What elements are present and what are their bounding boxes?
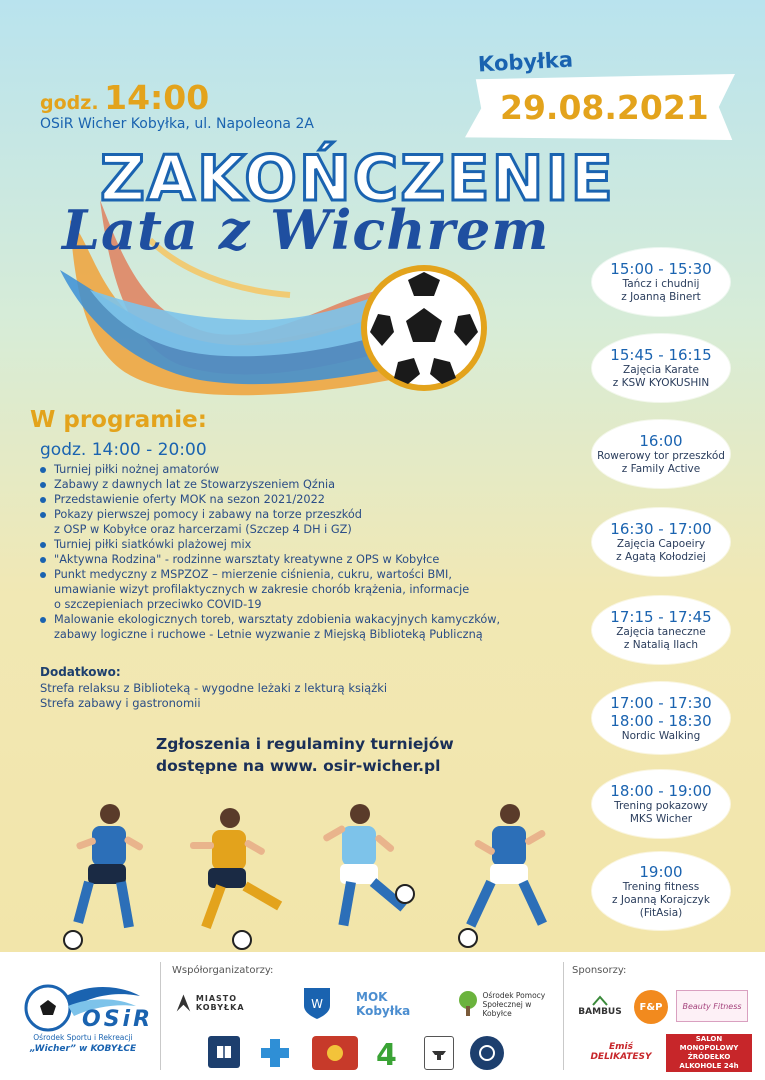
number-four-icon (374, 1037, 402, 1069)
soccer-ball-icon (358, 262, 490, 394)
slot-time: 15:00 - 15:30 (610, 260, 712, 278)
sponsors-label: Sponsorzy: (572, 965, 627, 976)
extra-item: Strefa relaksu z Biblioteką - wygodne leżaki z lekturą książki (40, 681, 388, 695)
scout-logo (372, 1036, 404, 1070)
logo-text: F&P (639, 1001, 663, 1013)
programme-item: Pokazy pierwszej pomocy i zabawy na torze przeszkód z OSP w Kobyłce oraz harcerzami (Szczep 4 DH i GZ) (40, 507, 585, 537)
miasto-kobylka-logo (175, 988, 275, 1018)
tree-icon (456, 990, 480, 1018)
programme-item: Przedstawienie oferty MOK na sezon 2021/2022 (40, 492, 585, 507)
time-prefix: godz. (40, 92, 99, 114)
programme-item: Malowanie ekologicznych toreb, warsztaty zdobienia wakacyjnych kamyczków, zabawy logiczne i ruchowe - Letnie wyzwanie z Miejską Biblioteką Publiczną (40, 612, 585, 642)
svg-text:4: 4 (376, 1038, 397, 1069)
slot-desc: z KSW KYOKUSHIN (612, 377, 710, 389)
slot-time: 17:00 - 17:30 18:00 - 18:30 (610, 693, 712, 730)
osp-logo (312, 1036, 358, 1070)
slot-desc: Zajęcia Capoeiry (616, 538, 706, 550)
fp-logo (634, 990, 668, 1024)
slot-desc: Rowerowy tor przeszkód (597, 450, 725, 462)
slot-time: 17:15 - 17:45 (610, 608, 712, 626)
registration-info (156, 733, 476, 777)
wicher-shield-icon (302, 986, 332, 1020)
schedule-slot (592, 852, 730, 930)
programme-item: Turniej piłki siatkówki plażowej mix (40, 537, 585, 552)
slot-desc: z Family Active (621, 463, 701, 475)
slot-desc: z Natalią Ilach (623, 639, 699, 651)
logo-text: Beauty Fitness (682, 1001, 742, 1011)
programme-item: Punkt medyczny z MSPZOZ – mierzenie ciśnienia, cukru, wartości BMI, umawianie wizyt profilaktycznych w zakresie chorób krążenia, informacje o szczepieniach przeciwko COVID-19 (40, 567, 585, 612)
football-players-illustration (40, 800, 570, 950)
slot-desc: z Agatą Kołodziej (616, 551, 706, 563)
logo-text: MOK Kobyłka (356, 990, 411, 1018)
family-active-logo (470, 1036, 504, 1070)
zrodelko-logo (666, 1034, 752, 1072)
osir-place: „Wicher” w KOBYŁCE (29, 1044, 137, 1054)
svg-text:W: W (311, 997, 323, 1011)
slot-desc: Zajęcia Karate (623, 364, 699, 376)
programme-item: Turniej piłki nożnej amatorów (40, 462, 585, 477)
logo-text: MIASTO KOBYŁKA (195, 994, 245, 1012)
logo-text: SALON MONOPOLOWY ŹRÓDEŁKO ALKOHOLE 24h (679, 1035, 739, 1070)
player-figure (64, 804, 144, 949)
osir-name: OSiR (82, 1007, 154, 1032)
schedule-slot (592, 420, 730, 488)
book-icon (215, 1043, 233, 1061)
mks-wicher-logo (300, 986, 334, 1020)
registration-line: Zgłoszenia i regulaminy turniejów (156, 735, 454, 753)
slot-desc: Zajęcia taneczne (616, 626, 706, 638)
city-label: Kobyłka (477, 47, 574, 77)
slot-desc: z Joanną Binert (621, 291, 701, 303)
schedule-slot (592, 334, 730, 402)
coorganizers-label: Współorganizatorzy: (172, 965, 274, 976)
slot-desc: Trening pokazowy (614, 800, 708, 812)
start-time (40, 78, 209, 117)
schedule-slot (592, 682, 730, 754)
slot-desc: z Joanną Korajczyk (612, 893, 710, 906)
registration-url: dostępne na www. osir-wicher.pl (156, 757, 441, 775)
anvil-icon (429, 1043, 449, 1063)
mspzoz-logo (258, 1036, 292, 1070)
logo-text: Ośrodek Pomocy Społecznej w Kobyłce (482, 990, 546, 1018)
extra-heading: Dodatkowo: (40, 665, 121, 679)
emis-logo (580, 1034, 662, 1070)
programme-hours: godz. 14:00 - 20:00 (40, 440, 207, 460)
event-date: 29.08.2021 (500, 88, 709, 127)
venue-address: OSiR Wicher Kobyłka, ul. Napoleona 2A (40, 116, 314, 132)
bamboo-leaf-icon (591, 995, 609, 1007)
beauty-fitness-logo (676, 990, 748, 1022)
programme-item: "Aktywna Rodzina" - rodzinne warsztaty kreatywne z OPS w Kobyłce (40, 552, 585, 567)
fire-brigade-icon (325, 1043, 345, 1063)
time-value: 14:00 (104, 78, 210, 117)
event-subtitle: Lata z Wichrem (62, 198, 550, 262)
programme-list (40, 462, 585, 642)
slot-desc: MKS Wicher (629, 813, 693, 825)
player-figure (322, 804, 414, 926)
programme-item: Zabawy z dawnych lat ze Stowarzyszeniem Qźnia (40, 477, 585, 492)
slot-desc: Tańcz i chudnij (622, 278, 700, 290)
family-icon (477, 1043, 497, 1063)
qznia-logo (424, 1036, 454, 1070)
player-figure (190, 808, 282, 949)
schedule-slot (592, 248, 730, 316)
schedule-slot (592, 508, 730, 576)
logo-text: Emiś DELIKATESY (590, 1042, 652, 1062)
bambus-logo (576, 990, 624, 1022)
slot-desc: (FitAsia) (639, 906, 683, 919)
osir-full-name: Ośrodek Sportu i Rekreacji (33, 1033, 133, 1042)
extra-item: Strefa zabawy i gastronomii (40, 696, 201, 710)
kobylka-emblem-icon (175, 991, 192, 1015)
slot-time: 16:30 - 17:00 (610, 520, 712, 538)
mok-logo (356, 988, 436, 1020)
schedule-slot (592, 770, 730, 838)
biblioteka-logo (208, 1036, 240, 1068)
medical-cross-icon (259, 1037, 291, 1069)
slot-desc: Trening fitness (622, 880, 700, 893)
slot-time: 16:00 (639, 432, 683, 450)
slot-time: 18:00 - 19:00 (610, 782, 712, 800)
schedule-slot (592, 596, 730, 664)
footer-divider (160, 962, 161, 1070)
slot-time: 15:45 - 16:15 (610, 346, 712, 364)
slot-time: 19:00 (639, 862, 683, 881)
programme-heading: W programie: (30, 407, 207, 433)
logo-text: BAMBUS (578, 1007, 622, 1017)
player-figure (459, 804, 547, 947)
ops-logo (454, 986, 564, 1022)
slot-desc: Nordic Walking (621, 729, 701, 742)
event-title: ZAKOŃCZENIE (100, 142, 615, 215)
